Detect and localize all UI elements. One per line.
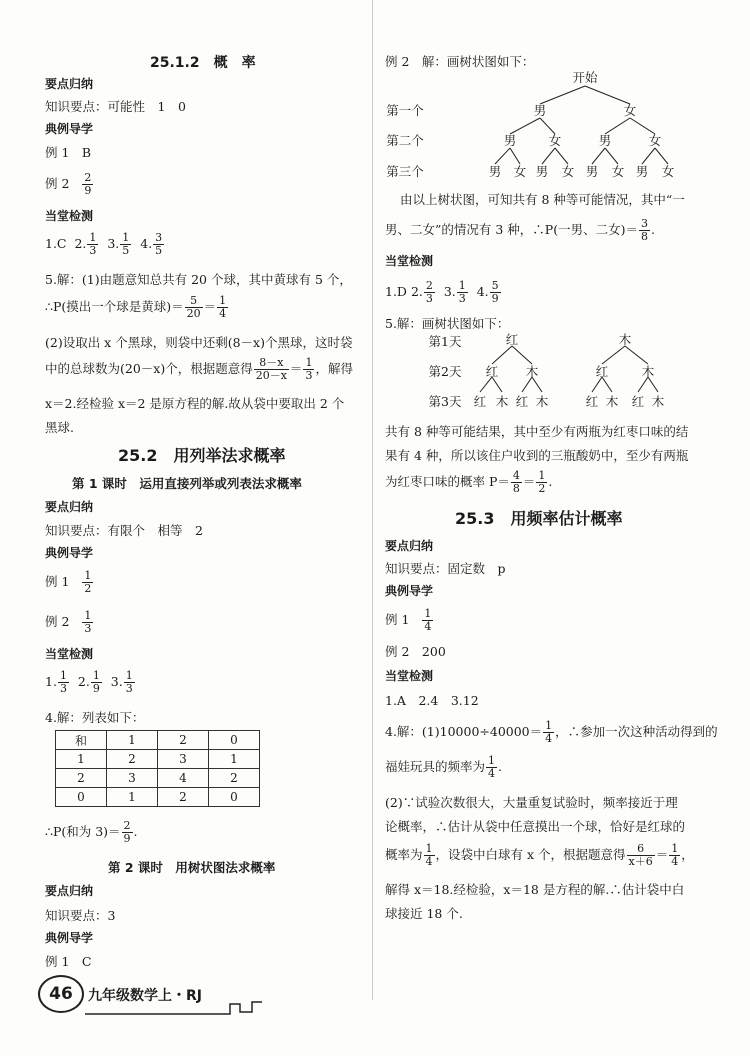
text-line: ∴P(和为 3)＝ $\frac{2}{9}$ . (45, 819, 138, 845)
section-title: 25.3 用频率估计概率 (455, 509, 623, 528)
heading: 当堂检测 (385, 254, 434, 268)
lesson-title: 第 1 课时 运用直接列举或列表法求概率 (72, 476, 302, 491)
fraction: $\frac{4}{8}$ (512, 469, 520, 495)
tree-node: 木 (495, 394, 509, 409)
tree-node: 红 (595, 364, 609, 379)
text-line: 1.C 2. $\frac{1}{3}$ 3. $\frac{1}{5}$ 4. $\frac{3}{5}$ (45, 231, 163, 257)
sum-table: 和 1 2 0 1 2 3 1 2 3 4 2 0 1 2 0 (55, 730, 260, 807)
fraction: $\frac{1}{4}$ (545, 719, 553, 745)
tree-row-label: 第1天 (428, 334, 462, 349)
text-line: 例 1 $\frac{1}{2}$ (45, 569, 92, 595)
text-line: 共有 8 种等可能结果，其中至少有两瓶为红枣口味的结 (385, 424, 689, 439)
text-line: 4.解：列表如下： (45, 710, 145, 725)
text-line: (2)∵试验次数很大，大量重复试验时，频率接近于理 (385, 795, 678, 810)
tree-node: 红 (631, 394, 645, 409)
tree-node: 男 (585, 164, 599, 179)
fraction: $\frac{5}{9}$ (491, 279, 499, 305)
tree-row-label: 第二个 (386, 133, 424, 148)
text-line: 男、二女”的情况有 3 种，∴P(一男、二女)＝ $\frac{3}{8}$ . (385, 217, 655, 243)
fraction: $\frac{1}{9}$ (92, 669, 100, 695)
tree-node: 红 (485, 364, 499, 379)
heading: 要点归纳 (45, 77, 94, 91)
text-line: ∴P(摸出一个球是黄球)＝ $\frac{5}{20}$ ＝ $\frac{1}{4}$ (45, 294, 227, 320)
fraction: $\frac{1}{4}$ (424, 607, 432, 633)
fraction: $\frac{1}{3}$ (458, 279, 466, 305)
tree-root: 开始 (572, 70, 598, 85)
tree-node: 女 (548, 133, 562, 148)
tree-node: 木 (525, 364, 539, 379)
tree-node: 女 (623, 103, 637, 118)
section-title: 25.2 用列举法求概率 (118, 446, 286, 465)
fraction: $\frac{3}{5}$ (155, 231, 163, 257)
text-line: 例 1 C (45, 954, 92, 969)
heading: 当堂检测 (45, 647, 94, 661)
text-line: 1.D 2. $\frac{2}{3}$ 3. $\frac{1}{3}$ 4. $\frac{5}{9}$ (385, 279, 499, 305)
fraction: $\frac{1}{2}$ (538, 469, 546, 495)
fraction: $\frac{1}{3}$ (125, 669, 133, 695)
text-line: x＝2.经检验 x＝2 是原方程的解.故从袋中要取出 2 个 (45, 396, 345, 411)
heading: 要点归纳 (45, 884, 94, 898)
fraction: $\frac{3}{8}$ (640, 217, 648, 243)
tree-row-label: 第2天 (428, 364, 462, 379)
tree-node: 男 (503, 133, 517, 148)
text-line: 知识要点：固定数 p (385, 561, 506, 576)
tree-row-label: 第三个 (386, 164, 424, 179)
text-line: 由以上树状图，可知共有 8 种等可能情况，其中“一 (400, 192, 685, 207)
tree-node: 红 (515, 394, 529, 409)
text-line: 知识要点：3 (45, 908, 116, 923)
tree-diagram-2 (380, 332, 710, 412)
text-line: 解得 x＝18.经检验，x＝18 是方程的解.∴估计袋中白 (385, 882, 685, 897)
fraction: $\frac{2}{3}$ (425, 279, 433, 305)
heading: 典例导学 (45, 546, 94, 560)
tree-node: 红 (505, 332, 519, 347)
text-line: 例 2 解：画树状图如下： (385, 54, 535, 69)
tree-row-label: 第一个 (386, 103, 424, 118)
text-line: 例 1 $\frac{1}{4}$ (385, 607, 432, 633)
tree-node: 男 (635, 164, 649, 179)
text-line: 5.解：画树状图如下： (385, 316, 510, 331)
fraction: $\frac{1}{3}$ (59, 669, 67, 695)
fraction: $\frac{1}{4}$ (488, 754, 496, 780)
tree-node: 男 (598, 133, 612, 148)
tree-node: 木 (651, 394, 665, 409)
text-line: 知识要点：有限个 相等 2 (45, 523, 203, 538)
tree-node: 男 (535, 164, 549, 179)
tree-node: 女 (561, 164, 575, 179)
tree-node: 女 (611, 164, 625, 179)
tree-node: 男 (533, 103, 547, 118)
text-line: 果有 4 种，所以该住户收到的三瓶酸奶中，至少有两瓶 (385, 448, 689, 463)
tree-node: 女 (661, 164, 675, 179)
text-line: 为红枣口味的概率 P＝ $\frac{4}{8}$ ＝ $\frac{1}{2}$ . (385, 469, 553, 495)
heading: 要点归纳 (385, 539, 434, 553)
fraction: $\frac{5}{20}$ (186, 294, 201, 320)
fraction: $\frac{1}{4}$ (671, 842, 679, 868)
tree-diagram-1 (380, 68, 710, 188)
text-line: 例 2 $\frac{1}{3}$ (45, 609, 92, 635)
tree-node: 木 (618, 332, 632, 347)
fraction: $\frac{2}{9}$ (123, 819, 131, 845)
tree-node: 红 (473, 394, 487, 409)
lesson-title: 第 2 课时 用树状图法求概率 (108, 860, 276, 875)
fraction: $\frac{1}{3}$ (89, 231, 97, 257)
page-number: 46 (38, 975, 84, 1013)
text-line: 论概率，∴估计从袋中任意摸出一个球，恰好是红球的 (385, 819, 686, 834)
fraction: $\frac{1}{3}$ (84, 609, 92, 635)
text-line: 4.解：(1)10000÷40000＝ $\frac{1}{4}$ ，∴参加一次这种活动得到的 (385, 719, 718, 745)
tree-node: 木 (605, 394, 619, 409)
text-line: 球接近 18 个. (385, 906, 463, 921)
fraction: $\frac{1}{5}$ (122, 231, 130, 257)
text-line: 概率为 $\frac{1}{4}$ ，设袋中白球有 x 个，根据题意得 $\frac{6}{x+6}$ ＝ $\frac{1}{4}$ ， (385, 842, 694, 868)
tree-node: 女 (648, 133, 662, 148)
fraction: $\frac{2}{9}$ (84, 171, 92, 197)
fraction: $\frac{1}{2}$ (84, 569, 92, 595)
text-line: 1. $\frac{1}{3}$ 2. $\frac{1}{9}$ 3. $\frac{1}{3}$ (45, 669, 133, 695)
fraction: $\frac{1}{3}$ (305, 356, 313, 382)
text-line: 福娃玩具的频率为 $\frac{1}{4}$ . (385, 754, 502, 780)
section-title: 25.1.2 概 率 (150, 55, 256, 71)
tree-node: 红 (585, 394, 599, 409)
heading: 典例导学 (45, 122, 94, 136)
text-line: 例 1 B (45, 145, 92, 160)
text-line: 例 2 $\frac{2}{9}$ (45, 171, 92, 197)
fraction: $\frac{8-x}{20-x}$ (255, 356, 287, 382)
tree-row-label: 第3天 (428, 394, 462, 409)
footer-ornament (40, 998, 265, 1020)
heading: 当堂检测 (45, 209, 94, 223)
column-divider (372, 0, 373, 1000)
fraction: $\frac{1}{4}$ (425, 842, 433, 868)
tree-node: 木 (641, 364, 655, 379)
tree-node: 男 (488, 164, 502, 179)
fraction: $\frac{1}{4}$ (219, 294, 227, 320)
fraction: $\frac{6}{x+6}$ (628, 842, 653, 868)
text-line: 例 2 200 (385, 644, 446, 659)
text-line: 中的总球数为(20－x)个，根据题意得 $\frac{8-x}{20-x}$ ＝ $\frac{1}{3}$ ，解得 (45, 356, 353, 382)
text-line: 黑球. (45, 420, 74, 435)
heading: 典例导学 (385, 584, 434, 598)
book-title: 九年级数学上・RJ (88, 988, 202, 1004)
heading: 典例导学 (45, 931, 94, 945)
text-line: (2)设取出 x 个黑球，则袋中还剩(8－x)个黑球，这时袋 (45, 335, 353, 350)
tree-node: 木 (535, 394, 549, 409)
text-line: 知识要点：可能性 1 0 (45, 99, 186, 114)
tree-node: 女 (513, 164, 527, 179)
heading: 要点归纳 (45, 500, 94, 514)
text-line: 5.解：(1)由题意知总共有 20 个球，其中黄球有 5 个， (45, 272, 352, 287)
heading: 当堂检测 (385, 669, 434, 683)
text-line: 1.A 2.4 3.12 (385, 693, 479, 708)
